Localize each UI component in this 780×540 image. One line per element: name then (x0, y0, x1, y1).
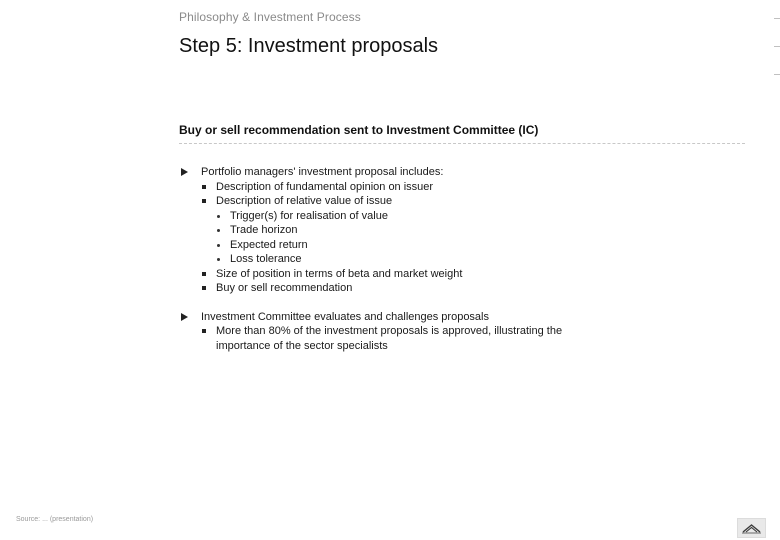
edge-marker (774, 18, 780, 19)
bullet-level3 (179, 238, 739, 253)
bullet-text: Portfolio managers' investment proposal includes: (201, 166, 444, 178)
square-bullet-icon (202, 272, 206, 276)
bullet-text: Trigger(s) for realisation of value (230, 209, 388, 222)
bullet-text: Description of relative value of issue (216, 195, 393, 207)
bullet-level2 (179, 267, 739, 282)
bullet-level1 (179, 165, 739, 180)
square-bullet-icon (202, 329, 206, 333)
square-bullet-icon (202, 286, 206, 290)
triangle-bullet-icon (181, 168, 188, 176)
section-heading: Buy or sell recommendation sent to Investment Committee (IC) (179, 123, 539, 137)
bullet-text: Description of fundamental opinion on issuer (216, 180, 434, 193)
bullet-text: Buy or sell recommendation (216, 282, 353, 294)
bullet-text: Trade horizon (230, 224, 298, 236)
dot-bullet-icon (217, 258, 220, 261)
bullet-group-committee (179, 310, 739, 354)
triangle-bullet-icon (181, 313, 188, 321)
section-divider (179, 143, 745, 144)
bullet-group-proposal (179, 165, 739, 296)
bullet-text: More than 80% of the investment proposals is approved, illustrating the importance of the sector specialists (216, 325, 563, 352)
bullet-level2 (179, 180, 739, 195)
page-title: Step 5: Investment proposals (179, 35, 439, 57)
dot-bullet-icon (217, 229, 220, 232)
bullet-level1 (179, 310, 739, 325)
bullet-level3 (179, 252, 739, 267)
dot-bullet-icon (217, 244, 220, 247)
bullet-text: Size of position in terms of beta and market weight (216, 267, 463, 280)
square-bullet-icon (202, 199, 206, 203)
edge-marker (774, 46, 780, 47)
bullet-text: Investment Committee evaluates and challenges proposals (201, 310, 489, 323)
bullet-level3 (179, 209, 739, 224)
square-bullet-icon (202, 185, 206, 189)
slide-content (179, 165, 739, 367)
bullet-text: Loss tolerance (230, 253, 302, 265)
bullet-text: Expected return (230, 238, 308, 251)
bullet-level2 (179, 194, 739, 209)
edge-marker (774, 74, 780, 75)
breadcrumb: Philosophy & Investment Process (179, 10, 361, 24)
bullet-level3 (179, 223, 739, 238)
footer-source: Source: ... (presentation) (16, 516, 94, 523)
company-logo-icon (737, 518, 766, 538)
bullet-level2 (179, 324, 616, 353)
bullet-level2 (179, 281, 739, 296)
dot-bullet-icon (217, 215, 220, 218)
